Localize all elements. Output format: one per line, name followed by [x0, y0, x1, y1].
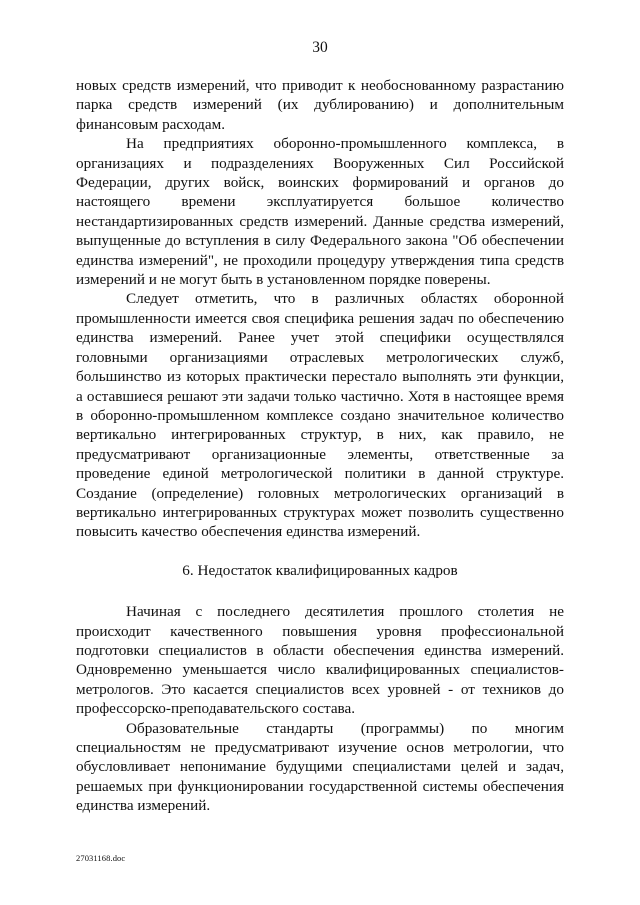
paragraph-continuation: новых средств измерений, что приводит к необоснованному разрастанию парка средств измерений (их дублированию) и дополнительным финансовым расходам. [76, 77, 564, 133]
footer-filename: 27031168.doc [76, 853, 126, 863]
paragraph-specifics: Следует отметить, что в различных областях оборонной промышленности имеется своя специфика решения задач по обеспечению единства измерений. Ранее учет этой специфики осуществлялся головными организациями отраслевых метрологических служб, большинство из которых практически перестало выполнять эти функции, а оставшиеся решают эти задачи только частично. Хотя в настоящее время в оборонно-промышленном комплексе создано значительное количество вертикально интегрированных структур, в них, как правило, не предусматривают организационные элементы, ответственные за проведение единой метрологической политики в данной структуре. Создание (определение) головных метрологических организаций в вертикально интегрированных структурах может позволить существенно повысить качество обеспечения единства измерений. [76, 290, 564, 541]
paragraph-qualification: Начиная с последнего десятилетия прошлого столетия не происходит качественного повышения уровня профессиональной подготовки специалистов в области обеспечения единства измерений. Одновременно уменьшается число квалифицированных специалистов-метрологов. Это касается специалистов всех уровней - от техников до профессорско-преподавательского состава. [76, 603, 564, 718]
page-number: 30 [312, 39, 328, 56]
spacer [76, 542, 564, 561]
spacer [76, 580, 564, 602]
section-heading: 6. Недостаток квалифицированных кадров [182, 561, 458, 579]
document-body [76, 76, 564, 816]
paragraph-defense-industry: На предприятиях оборонно-промышленного комплекса, в организациях и подразделениях Вооруженных Сил Российской Федерации, других войск, воинских формирований и органов до настоящего времени эксплуатируется большое количество нестандартизированных средств измерений. Данные средства измерений, выпущенные до вступления в силу Федерального закона "Об обеспечении единства измерений", не проходили процедуру утверждения типа средств измерений и не могут быть в установленном порядке поверены. [76, 135, 564, 289]
paragraph-education-standards: Образовательные стандарты (программы) по многим специальностям не предусматривают изучение основ метрологии, что обусловливает непонимание будущими специалистами целей и задач, решаемых при функционировании государственной системы обеспечения единства измерений. [76, 719, 564, 815]
